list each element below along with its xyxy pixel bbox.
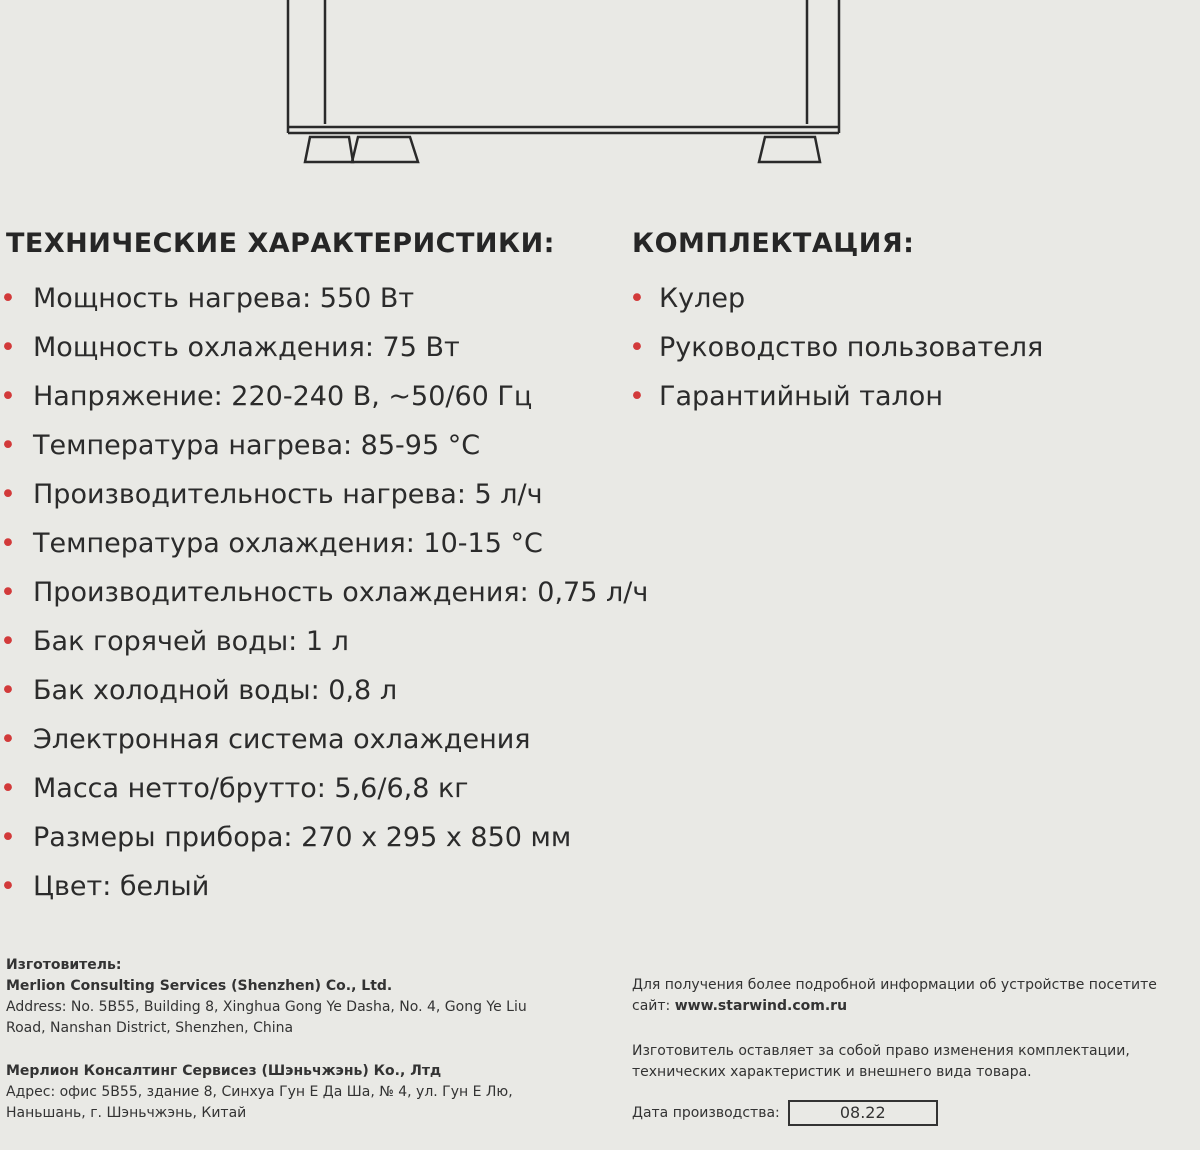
spec-item-text: Бак горячей воды: 1 л	[33, 626, 349, 657]
info-line1: Для получения более подробной информации об устройстве посетите	[632, 977, 1157, 993]
manufacturer-address-ru-line1: Адрес: офис 5B55, здание 8, Синхуа Гун Е Да Ша, № 4, ул. Гун Е Лю,	[6, 1084, 513, 1100]
kit-item-text: Руководство пользователя	[659, 332, 1044, 363]
spec-item-text: Бак холодной воды: 0,8 л	[33, 675, 398, 706]
spec-item	[0, 719, 648, 768]
kit-item	[626, 278, 1043, 327]
bullet-icon: •	[0, 283, 16, 314]
manufacturer-label: Изготовитель:	[6, 957, 122, 973]
bullet-icon: •	[0, 577, 16, 608]
kit-list	[626, 278, 1043, 425]
spec-item	[0, 474, 648, 523]
specs-heading: ТЕХНИЧЕСКИЕ ХАРАКТЕРИСТИКИ:	[6, 228, 555, 259]
rights-line2: технических характеристик и внешнего вида товара.	[632, 1064, 1032, 1080]
spec-item-text: Масса нетто/брутто: 5,6/6,8 кг	[33, 773, 469, 804]
bullet-icon: •	[0, 773, 16, 804]
kit-item	[626, 327, 1043, 376]
bullet-icon: •	[629, 332, 645, 363]
rights-line1: Изготовитель оставляет за собой право изменения комплектации,	[632, 1043, 1130, 1059]
manufacturer-company: Merlion Consulting Services (Shenzhen) Co., Ltd.	[6, 978, 393, 994]
kit-item	[626, 376, 1043, 425]
spec-item-text: Мощность нагрева: 550 Вт	[33, 283, 415, 314]
spec-item-text: Температура нагрева: 85-95 °С	[33, 430, 481, 461]
spec-item-text: Мощность охлаждения: 75 Вт	[33, 332, 460, 363]
bullet-icon: •	[0, 871, 16, 902]
manufacturer-address-line2: Road, Nanshan District, Shenzhen, China	[6, 1020, 294, 1036]
bullet-icon: •	[0, 479, 16, 510]
drawing-foot-left-small	[305, 137, 353, 162]
manufacturer-address-line1: Address: No. 5B55, Building 8, Xinghua Gong Ye Dasha, No. 4, Gong Ye Liu	[6, 999, 527, 1015]
spec-item	[0, 768, 648, 817]
kit-heading: КОМПЛЕКТАЦИЯ:	[632, 228, 915, 259]
spec-item-text: Цвет: белый	[33, 871, 210, 902]
bullet-icon: •	[0, 724, 16, 755]
spec-item	[0, 327, 648, 376]
spec-item-text: Температура охлаждения: 10-15 °С	[33, 528, 543, 559]
spec-item	[0, 572, 648, 621]
info-site-prefix: сайт:	[632, 998, 675, 1014]
spec-item	[0, 278, 648, 327]
spec-item	[0, 376, 648, 425]
bullet-icon: •	[0, 381, 16, 412]
bullet-icon: •	[0, 332, 16, 363]
website-link[interactable]: www.starwind.com.ru	[674, 998, 848, 1014]
spec-item-text: Напряжение: 220-240 В, ~50/60 Гц	[33, 381, 533, 412]
drawing-foot-left	[352, 137, 418, 162]
spec-item	[0, 817, 648, 866]
kit-item-text: Гарантийный талон	[659, 381, 943, 412]
rights-block	[632, 1041, 1130, 1083]
spec-item-text: Размеры прибора: 270 х 295 х 850 мм	[33, 822, 572, 853]
spec-item	[0, 425, 648, 474]
bullet-icon: •	[629, 283, 645, 314]
manufacturer-address-ru-line2: Наньшань, г. Шэньчжэнь, Китай	[6, 1105, 247, 1121]
spec-item-text: Электронная система охлаждения	[33, 724, 531, 755]
manufacturer-ru-block	[6, 1061, 513, 1124]
bullet-icon: •	[0, 626, 16, 657]
drawing-foot-right	[759, 137, 820, 162]
info-site-line	[632, 996, 1157, 1017]
manufacturer-company-ru: Мерлион Консалтинг Сервисез (Шэньчжэнь) Ко., Лтд	[6, 1063, 442, 1079]
spec-item	[0, 621, 648, 670]
kit-item-text: Кулер	[659, 283, 746, 314]
bullet-icon: •	[0, 528, 16, 559]
production-date-value: 08.22	[788, 1100, 938, 1126]
bullet-icon: •	[0, 822, 16, 853]
spec-item-text: Производительность охлаждения: 0,75 л/ч	[33, 577, 649, 608]
info-block	[632, 975, 1157, 1017]
spec-item-text: Производительность нагрева: 5 л/ч	[33, 479, 543, 510]
bullet-icon: •	[0, 430, 16, 461]
specs-list	[0, 278, 648, 915]
spec-item	[0, 523, 648, 572]
spec-item	[0, 866, 648, 915]
spec-item	[0, 670, 648, 719]
production-date	[632, 1100, 938, 1126]
bullet-icon: •	[0, 675, 16, 706]
production-date-label: Дата производства:	[632, 1104, 780, 1121]
bullet-icon: •	[629, 381, 645, 412]
manufacturer-block	[6, 955, 527, 1039]
cooler-drawing	[0, 0, 1200, 180]
